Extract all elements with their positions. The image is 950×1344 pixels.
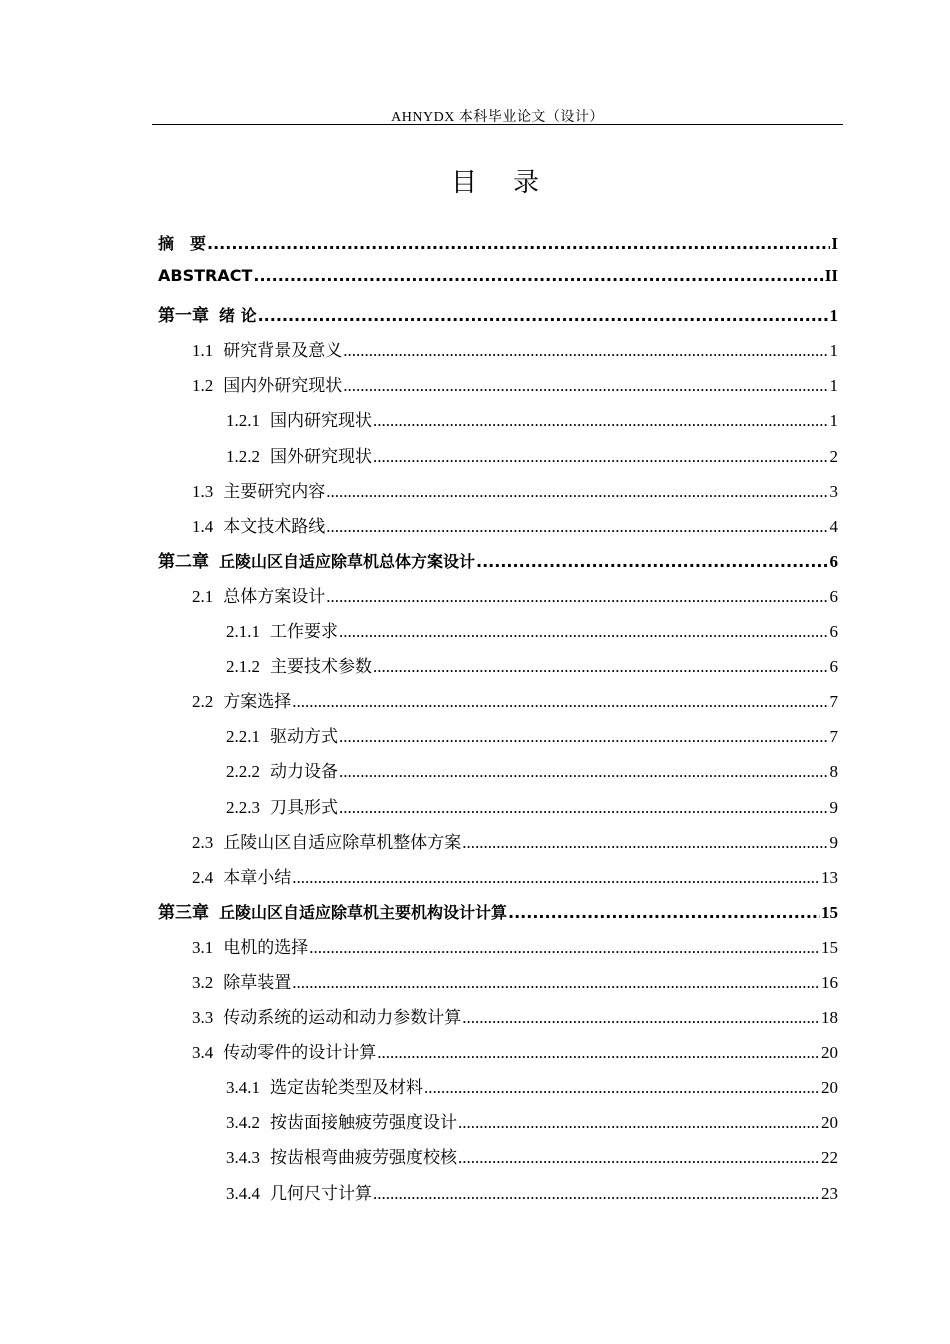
toc-entry[interactable] <box>158 582 838 617</box>
toc-dot-leader <box>292 692 828 712</box>
toc-entry-number: 3.1 <box>192 937 214 957</box>
running-header: AHNYDX 本科毕业论文（设计） <box>391 110 604 125</box>
toc-entry-label: 丘陵山区自适应除草机整体方案 <box>223 832 462 852</box>
toc-entry-page-number: 16 <box>821 972 838 992</box>
toc-entry[interactable] <box>158 442 838 477</box>
toc-entry-number: 1.2.2 <box>226 446 260 466</box>
toc-entry-page-number: 6 <box>829 551 838 571</box>
toc-entry-page-number: 6 <box>829 657 838 677</box>
toc-entry[interactable] <box>158 722 838 757</box>
toc-entry[interactable] <box>158 933 838 968</box>
toc-entry-label: 除草装置 <box>223 972 292 992</box>
toc-entry-number: 3.2 <box>192 972 214 992</box>
toc-entry-label: 刀具形式 <box>270 797 338 817</box>
toc-entry-number: 2.1.1 <box>226 622 260 642</box>
toc-entry-page-number: 1 <box>829 341 838 361</box>
toc-entry-page-number: 1 <box>829 306 838 326</box>
toc-entry-number: 2.4 <box>192 867 214 887</box>
toc-dot-leader <box>292 868 820 888</box>
toc-entry-page-number: 23 <box>821 1183 838 1203</box>
toc-dot-leader <box>377 1043 820 1063</box>
toc-entry-label: 国内研究现状 <box>270 411 372 431</box>
toc-entry-page-number: 20 <box>821 1113 838 1133</box>
toc-entry-label: 传动零件的设计计算 <box>223 1043 377 1063</box>
toc-entry[interactable] <box>158 1108 838 1143</box>
toc-entry[interactable] <box>158 757 838 792</box>
toc-entry-number: 3.4.2 <box>226 1113 260 1133</box>
toc-entry-number: 第二章 <box>158 551 209 571</box>
toc-entry-label: 本章小结 <box>223 867 292 887</box>
toc-entry-number: 2.1.2 <box>226 657 260 677</box>
toc-entry-page-number: 9 <box>829 832 838 852</box>
toc-entry-label: 丘陵山区自适应除草机总体方案设计 <box>219 551 476 571</box>
toc-entry[interactable] <box>158 301 838 336</box>
toc-dot-leader <box>462 833 828 853</box>
toc-dot-leader <box>339 798 829 818</box>
toc-dot-leader <box>373 1184 820 1204</box>
toc-entry-label: 方案选择 <box>223 692 292 712</box>
toc-entry[interactable] <box>158 477 838 512</box>
toc-dot-leader <box>508 903 820 922</box>
toc-entry-page-number: 6 <box>829 586 838 606</box>
toc-entry-page-number: 3 <box>829 481 838 501</box>
toc-entry[interactable] <box>158 898 838 933</box>
toc-entry[interactable] <box>158 1073 838 1108</box>
toc-entry[interactable] <box>158 652 838 687</box>
toc-entry-page-number: 6 <box>829 622 838 642</box>
toc-entry[interactable] <box>158 617 838 652</box>
toc-entry-number: 2.2 <box>192 692 214 712</box>
toc-entry-label: 国外研究现状 <box>270 446 372 466</box>
toc-entry[interactable] <box>158 512 838 547</box>
table-of-contents <box>158 231 838 1214</box>
toc-dot-leader <box>476 552 828 571</box>
toc-title-part1: 目 <box>450 168 477 198</box>
toc-entry[interactable] <box>158 863 838 898</box>
toc-entry-page-number: 1 <box>829 376 838 396</box>
toc-entry[interactable] <box>158 336 838 371</box>
toc-entry[interactable] <box>158 266 838 301</box>
toc-entry-page-number: 20 <box>821 1078 838 1098</box>
toc-entry-number: 2.2.1 <box>226 727 260 747</box>
toc-entry-page-number: I <box>831 234 838 253</box>
toc-entry-page-number: 8 <box>829 762 838 782</box>
toc-entry-label: 电机的选择 <box>223 937 309 957</box>
toc-entry-number: 1.2.1 <box>226 411 260 431</box>
toc-dot-leader <box>326 517 828 537</box>
toc-entry-page-number: 15 <box>821 937 838 957</box>
toc-entry-page-number: 4 <box>829 516 838 536</box>
toc-entry-label: 几何尺寸计算 <box>270 1183 372 1203</box>
toc-dot-leader <box>373 411 829 431</box>
toc-entry-page-number: 1 <box>829 411 838 431</box>
toc-dot-leader <box>292 973 820 993</box>
toc-entry[interactable] <box>158 547 838 582</box>
toc-dot-leader <box>458 1113 820 1133</box>
toc-entry-number: 2.2.3 <box>226 797 260 817</box>
header-rule <box>152 124 843 125</box>
toc-entry-number: 2.3 <box>192 832 214 852</box>
toc-entry[interactable] <box>158 1038 838 1073</box>
toc-entry-label: 主要技术参数 <box>270 657 372 677</box>
toc-dot-leader <box>424 1078 820 1098</box>
toc-dot-leader <box>462 1008 820 1028</box>
toc-entry[interactable] <box>158 371 838 406</box>
toc-dot-leader <box>339 727 829 747</box>
toc-entry[interactable] <box>158 231 838 266</box>
toc-entry[interactable] <box>158 793 838 828</box>
toc-dot-leader <box>326 482 828 502</box>
toc-entry-page-number: 7 <box>829 727 838 747</box>
toc-entry-label: ABSTRACT <box>158 266 253 286</box>
toc-entry[interactable] <box>158 1179 838 1214</box>
toc-entry-number: 1.2 <box>192 376 214 396</box>
toc-entry-label: 研究背景及意义 <box>223 341 343 361</box>
toc-dot-leader <box>207 234 830 253</box>
toc-dot-leader <box>339 762 829 782</box>
toc-entry[interactable] <box>158 968 838 1003</box>
toc-entry-number: 第一章 <box>158 306 209 326</box>
toc-entry-label: 丘陵山区自适应除草机主要机构设计计算 <box>219 902 508 922</box>
toc-dot-leader <box>253 266 823 285</box>
toc-entry-label: 传动系统的运动和动力参数计算 <box>223 1008 462 1028</box>
toc-entry[interactable] <box>158 1003 838 1038</box>
toc-entry-number: 3.4.4 <box>226 1183 260 1203</box>
toc-entry-label: 国内外研究现状 <box>223 376 343 396</box>
toc-entry[interactable] <box>158 687 838 722</box>
toc-entry-label: 驱动方式 <box>270 727 338 747</box>
toc-entry-label: 本文技术路线 <box>223 516 326 536</box>
toc-entry-number: 第三章 <box>158 902 209 922</box>
toc-entry[interactable] <box>158 828 838 863</box>
toc-entry-number: 2.2.2 <box>226 762 260 782</box>
toc-entry-page-number: 18 <box>821 1008 838 1028</box>
toc-entry-page-number: 15 <box>821 902 838 922</box>
toc-entry-page-number: 9 <box>829 797 838 817</box>
toc-entry-label: 动力设备 <box>270 762 338 782</box>
toc-entry-page-number: 22 <box>821 1148 838 1168</box>
toc-entry-label: 绪 论 <box>219 306 257 326</box>
toc-entry-number: 1.3 <box>192 481 214 501</box>
toc-entry[interactable] <box>158 406 838 441</box>
toc-entry-page-number: 2 <box>829 446 838 466</box>
toc-entry-number: 2.1 <box>192 586 214 606</box>
toc-entry-label: 按齿根弯曲疲劳强度校核 <box>270 1148 457 1168</box>
toc-entry-label: 工作要求 <box>270 622 338 642</box>
toc-entry-page-number: 13 <box>821 867 838 887</box>
toc-entry-label: 选定齿轮类型及材料 <box>270 1078 423 1098</box>
toc-entry-label: 主要研究内容 <box>223 481 326 501</box>
toc-dot-leader <box>373 447 829 467</box>
toc-entry-page-number: 20 <box>821 1043 838 1063</box>
toc-entry[interactable] <box>158 1143 838 1178</box>
toc-entry-number: 1.4 <box>192 516 214 536</box>
toc-title <box>0 162 950 199</box>
toc-dot-leader <box>258 306 829 325</box>
toc-dot-leader <box>373 657 829 677</box>
toc-entry-label: 摘 要 <box>158 234 207 253</box>
toc-entry-page-number: 7 <box>829 692 838 712</box>
toc-entry-number: 3.4 <box>192 1043 214 1063</box>
toc-title-part2: 录 <box>513 168 540 198</box>
toc-entry-number: 3.4.3 <box>226 1148 260 1168</box>
toc-dot-leader <box>343 341 828 361</box>
toc-entry-page-number: II <box>824 266 838 286</box>
toc-entry-label: 总体方案设计 <box>223 586 326 606</box>
toc-entry-label: 按齿面接触疲劳强度设计 <box>270 1113 457 1133</box>
toc-dot-leader <box>309 938 820 958</box>
toc-dot-leader <box>343 376 828 396</box>
toc-dot-leader <box>458 1148 820 1168</box>
toc-dot-leader <box>339 622 829 642</box>
toc-dot-leader <box>326 587 828 607</box>
toc-entry-number: 1.1 <box>192 341 214 361</box>
toc-entry-number: 3.4.1 <box>226 1078 260 1098</box>
toc-entry-number: 3.3 <box>192 1008 214 1028</box>
